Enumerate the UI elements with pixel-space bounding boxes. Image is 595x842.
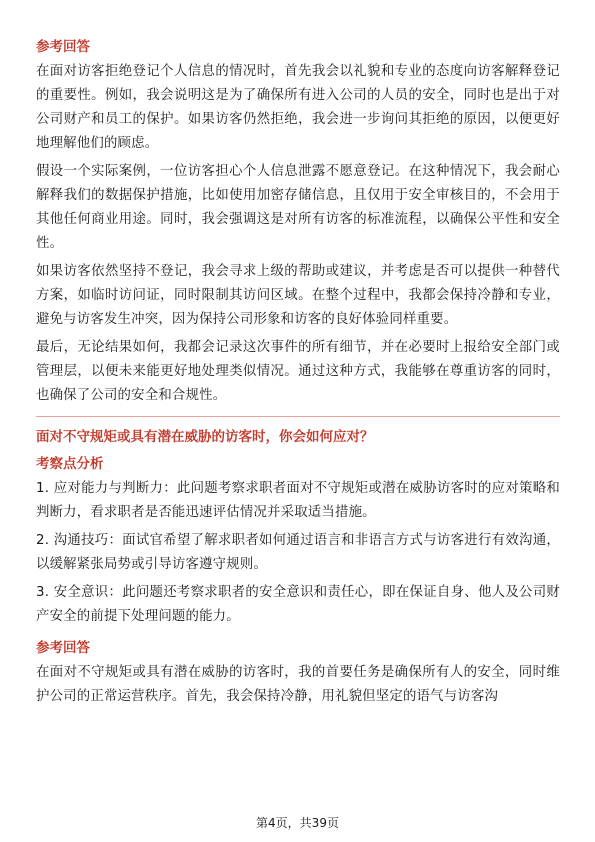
section-divider bbox=[36, 416, 560, 417]
analysis-item-3: 3. 安全意识：此问题还考察求职者的安全意识和责任心，即在保证自身、他人及公司财产安全的前提下处理问题的能力。 bbox=[36, 585, 560, 624]
analysis-item-2: 2. 沟通技巧：面试官希望了解求职者如何通过语言和非语言方式与访客进行有效沟通，以缓解紧张局势或引导访客遵守规则。 bbox=[36, 533, 560, 572]
analysis-item-1: 1. 应对能力与判断力：此问题考察求职者面对不守规矩或潜在威胁访客时的应对策略和判断力，看求职者是否能迅速评估情况并采取适当措施。 bbox=[36, 481, 560, 520]
answer-paragraph-4: 最后，无论结果如何，我都会记录这次事件的所有细节，并在必要时上报给安全部门或管理层，以便未来能更好地处理类似情况。通过这种方式，我能够在尊重访客的同时，也确保了公司的安全和合规性。 bbox=[36, 340, 560, 403]
answer-paragraph-1: 在面对访客拒绝登记个人信息的情况时，首先我会以礼貌和专业的态度向访客解释登记的重要性。例如，我会说明这是为了确保所有进入公司的人员的安全，同时也是出于对公司财产和员工的保护。如果访客仍然拒绝，我会进一步询问其拒绝的原因，以便更好地理解他们的顾虑。 bbox=[36, 64, 560, 151]
answer-paragraph-2: 假设一个实际案例，一位访客担心个人信息泄露不愿意登记。在这种情况下，我会耐心解释我们的数据保护措施，比如使用加密存储信息，且仅用于安全审核目的，不会用于其他任何商业用途。同时，我会强调这是对所有访客的标准流程，以确保公平性和安全性。 bbox=[36, 164, 560, 251]
answer-paragraph-3: 如果访客依然坚持不登记，我会寻求上级的帮助或建议，并考虑是否可以提供一种替代方案，如临时访问证，同时限制其访问区域。在整个过程中，我都会保持冷静和专业，避免与访客发生冲突，因为保持公司形象和访客的良好体验同样重要。 bbox=[36, 264, 560, 327]
answer-heading-1: 参考回答 bbox=[36, 39, 90, 55]
page-number: 第4页，共39页 bbox=[256, 816, 339, 830]
question-title: 面对不守规矩或具有潜在威胁的访客时，你会如何应对？ bbox=[36, 429, 374, 445]
analysis-heading: 考察点分析 bbox=[36, 456, 104, 472]
answer-heading-2: 参考回答 bbox=[36, 640, 90, 656]
document-page bbox=[36, 38, 560, 713]
answer-paragraph-5: 在面对不守规矩或具有潜在威胁的访客时，我的首要任务是确保所有人的安全，同时维护公司的正常运营秩序。首先，我会保持冷静，用礼貌但坚定的语气与访客沟 bbox=[36, 665, 560, 704]
